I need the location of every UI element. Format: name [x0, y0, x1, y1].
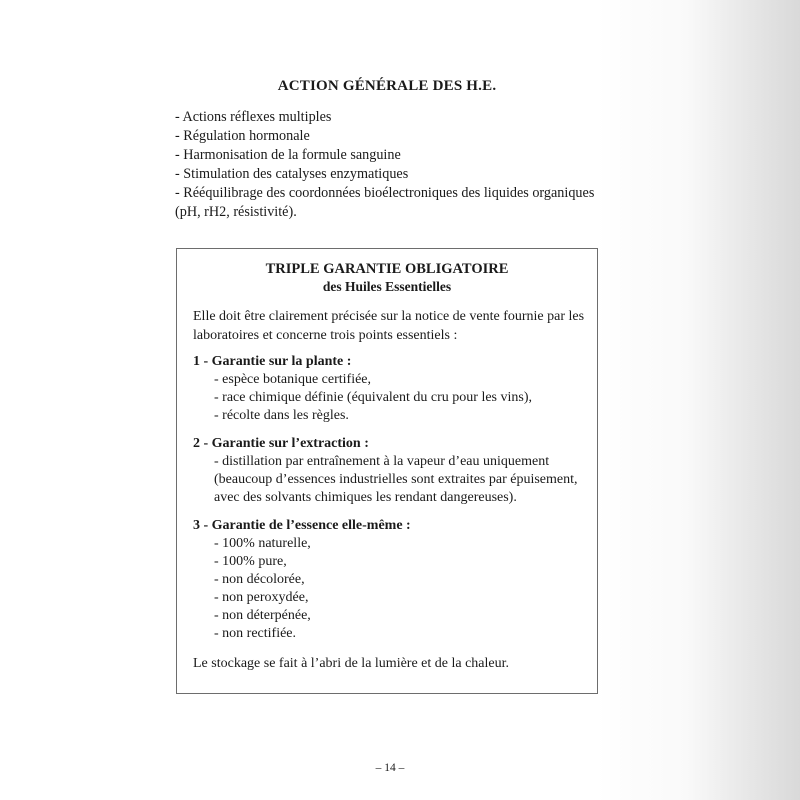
section-item: - non décolorée,	[214, 572, 305, 587]
guarantee-section-plant	[193, 353, 588, 425]
guarantee-section-extraction	[193, 435, 588, 507]
section-item: - race chimique définie (équivalent du cru pour les vins),	[214, 390, 532, 405]
section-item: - non peroxydée,	[214, 590, 309, 605]
section-heading: 2 - Garantie sur l’extraction :	[193, 436, 369, 451]
box-title: TRIPLE GARANTIE OBLIGATOIRE	[265, 261, 509, 277]
section-item: - non déterpénée,	[214, 608, 311, 623]
guarantee-section-essence	[193, 517, 588, 643]
box-intro: Elle doit être clairement précisée sur la notice de vente fournie par les laboratoires et concerne trois points essentiels :	[193, 309, 585, 343]
section-item: - distillation par entraînement à la vapeur d’eau uniquement	[214, 454, 550, 469]
section-item: - non rectifiée.	[214, 626, 297, 641]
guarantee-box	[176, 248, 598, 694]
section-item: (beaucoup d’essences industrielles sont extraites par épuisement,	[214, 472, 578, 487]
page-number: – 14 –	[375, 762, 405, 774]
action-item: - Harmonisation de la formule sanguine	[175, 147, 401, 163]
section-heading: 1 - Garantie sur la plante :	[193, 354, 352, 369]
actions-list	[175, 108, 605, 222]
box-subtitle: des Huiles Essentielles	[322, 279, 452, 294]
action-item: - Stimulation des catalyses enzymatiques	[175, 166, 409, 182]
section-item: - récolte dans les règles.	[214, 408, 349, 423]
action-item: - Régulation hormonale	[175, 128, 310, 144]
page-edge-shadow	[595, 0, 800, 800]
action-item-continuation: (pH, rH2, résistivité).	[175, 204, 297, 220]
action-item: - Actions réflexes multiples	[175, 109, 332, 125]
section-item: - 100% pure,	[214, 554, 287, 569]
action-item: - Rééquilibrage des coordonnées bioélectroniques des liquides organiques	[175, 185, 595, 201]
section-heading: 3 - Garantie de l’essence elle-même :	[193, 518, 411, 533]
section-item: - 100% naturelle,	[214, 536, 311, 551]
storage-note: Le stockage se fait à l’abri de la lumière et de la chaleur.	[193, 656, 510, 671]
page-title: ACTION GÉNÉRALE DES H.E.	[277, 78, 497, 94]
section-item: avec des solvants chimiques les rendant dangereuses).	[214, 490, 517, 505]
section-item: - espèce botanique certifiée,	[214, 372, 372, 387]
